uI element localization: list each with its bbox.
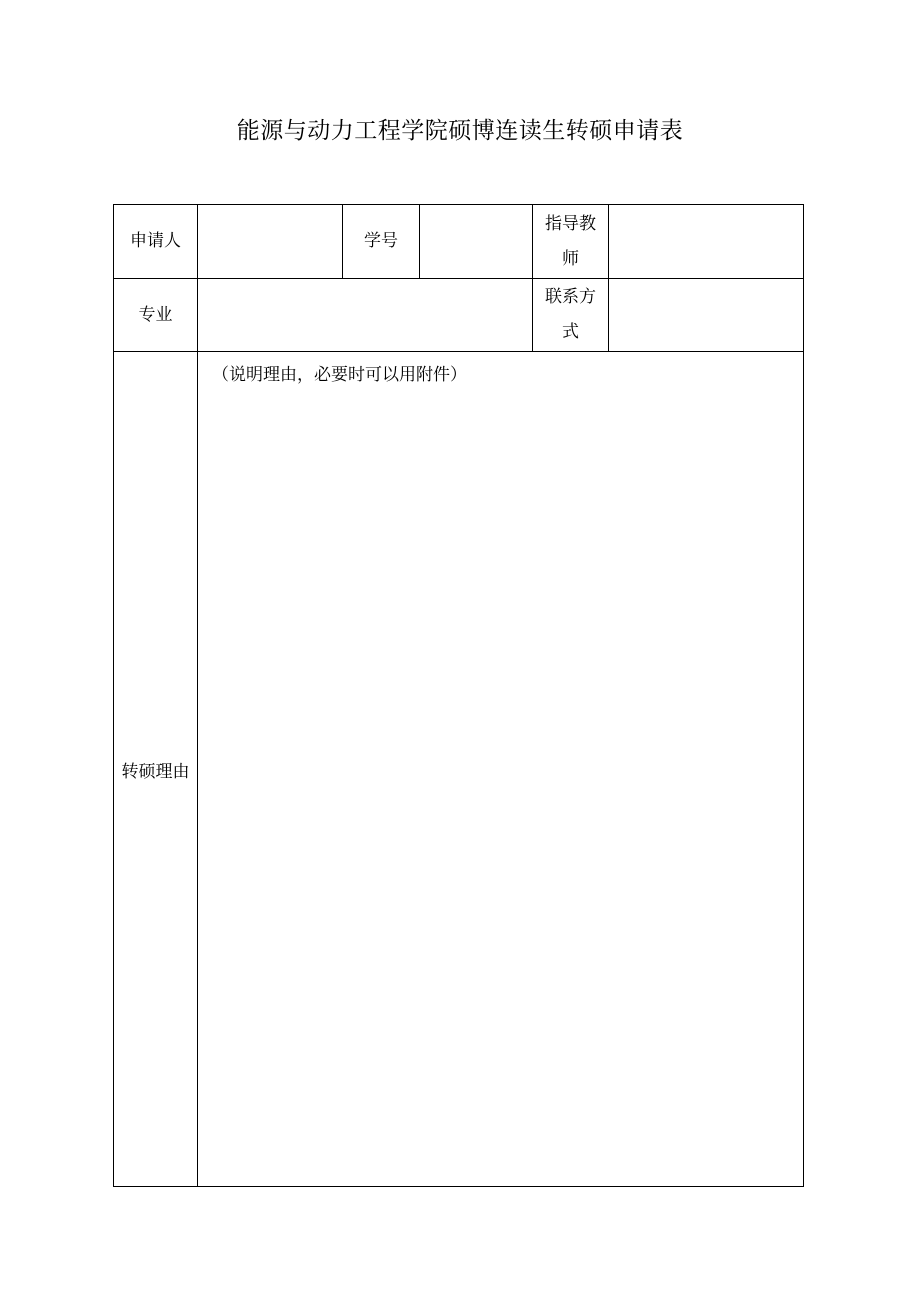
advisor-field[interactable] [609,205,804,279]
form-row-reason [114,352,804,1187]
reason-field[interactable] [198,352,804,1187]
applicant-field[interactable] [198,205,343,279]
applicant-label: 申请人 [114,205,198,279]
reason-hint: （说明理由，必要时可以用附件） [212,365,467,385]
form-row-applicant [114,205,804,279]
major-label: 专业 [114,279,198,352]
form-row-major [114,279,804,352]
contact-field[interactable] [609,279,804,352]
major-field[interactable] [198,279,533,352]
reason-label: 转硕理由 [114,352,198,1187]
application-form-table [113,204,804,1187]
student-id-field[interactable] [420,205,533,279]
page-title: 能源与动力工程学院硕博连读生转硕申请表 [236,118,684,144]
advisor-label: 指导教师 [533,205,609,279]
contact-label: 联系方式 [533,279,609,352]
student-id-label: 学号 [343,205,420,279]
